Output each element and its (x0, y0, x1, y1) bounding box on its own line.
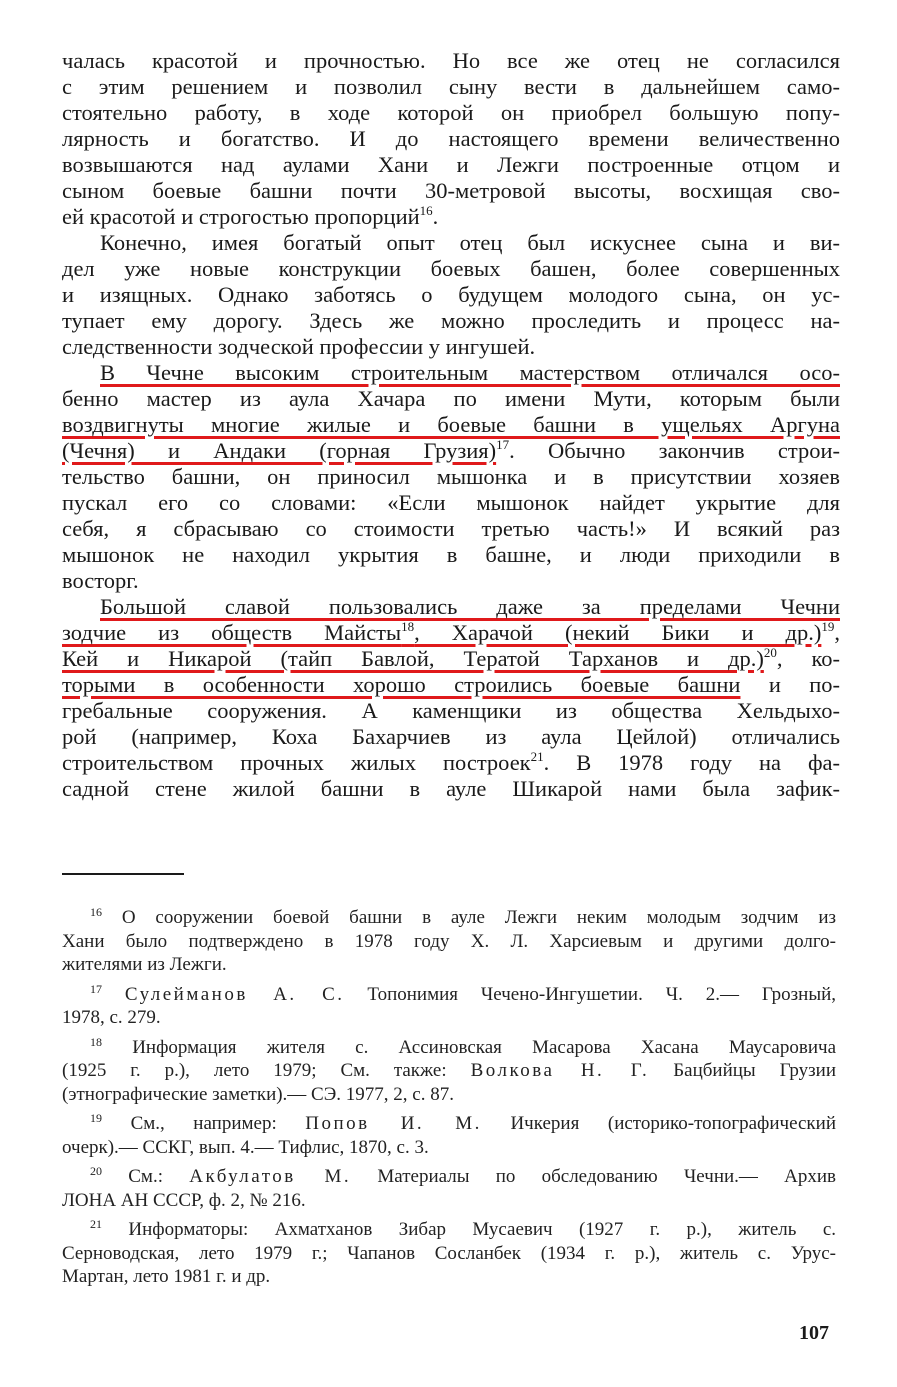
paragraph-1 (62, 48, 840, 230)
author-name: Сулейманов А. С. (124, 983, 345, 1005)
text-line (62, 646, 840, 672)
footnote-number: 18 (90, 1034, 102, 1049)
text-span: См.: (128, 1166, 190, 1187)
text-line: дел уже новые конструкции боевых башен, более совершенных (62, 256, 840, 281)
text-line (62, 672, 840, 698)
footnote-line (62, 983, 836, 1007)
text-span: Информация жителя с. Ассиновская Масарова Хасана Маусаровича (132, 1036, 836, 1058)
footnote-number: 21 (90, 1217, 102, 1231)
footnote-number: 19 (90, 1111, 102, 1125)
footnote-line: Мартан, лето 1981 г. и др. (62, 1266, 271, 1287)
highlighted-text (62, 620, 821, 645)
footnotes (62, 906, 836, 1295)
footnote-line: (этнографические заметки).— СЭ. 1977, 2, с. 87. (62, 1083, 454, 1105)
highlighted-text: Кей и Никарой (тайп Бавлой, Тератой Тарханов и др.) (62, 646, 764, 671)
text-line: и изящных. Однако заботясь о будущем молодого сына, он ус- (62, 282, 840, 307)
footnote-16 (62, 906, 836, 977)
text-span: . В 1978 году на фа- (543, 750, 841, 775)
footnote-line: Серноводская, лето 1979 г.; Чапанов Сосланбек (1934 г. р.), житель с. Урус- (62, 1242, 836, 1264)
text-line: мышонок не находил укрытия в башне, и люди приходили в (62, 542, 840, 567)
text-span: (1925 г. р.), лето 1979; См. также: (62, 1060, 471, 1081)
text-line: бенно мастер из аула Хачара по имени Мути, которым были (62, 386, 840, 411)
footnote-line (62, 1218, 836, 1242)
text-span: Информаторы: Ахматханов Зибар Мусаевич (1927 г. р.), житель с. (128, 1219, 837, 1240)
footnote-line (62, 1112, 836, 1136)
text-span: О сооружении боевой башни в ауле Лежги неким молодым зодчим из (121, 907, 837, 928)
footnote-line: ЛОНА АН СССР, ф. 2, № 216. (62, 1189, 306, 1211)
text-span: Материалы по обследованию Чечни.— Архив (351, 1166, 837, 1187)
footnote-line (62, 1059, 836, 1083)
text-span: Ичкерия (историко-топографический (481, 1113, 837, 1134)
highlighted-text: Большой славой пользовались даже за пределами Чечни (100, 594, 840, 619)
text-span: Бацбийцы Грузии (649, 1060, 836, 1081)
text-line: сыном боевые башни почти 30-метровой высоты, восхищая сво- (62, 178, 840, 203)
text-span: , (834, 620, 840, 645)
paragraph-3 (62, 360, 840, 594)
text-span: ей красотой и строгостью пропорций (62, 204, 420, 229)
main-text (62, 48, 840, 802)
text-line (62, 204, 840, 230)
footnote-number: 20 (90, 1164, 102, 1178)
footnote-line (62, 1165, 836, 1189)
footnote-ref: 21 (530, 749, 544, 764)
text-line: тупает ему дорогу. Здесь же можно проследить и процесс на- (62, 308, 840, 333)
text-span: строительством прочных жилых построек (62, 750, 531, 775)
highlighted-text: торыми в особенности хорошо строились боевые башни (62, 672, 741, 697)
text-line (62, 594, 840, 620)
footnote-ref: 18 (401, 619, 415, 634)
text-span: . (432, 204, 439, 229)
author-name: Попов И. М. (305, 1113, 482, 1134)
text-line: тельство башни, он приносил мышонка и в присутствии хозяев (62, 464, 840, 489)
text-line (62, 412, 840, 438)
text-line: лярность и богатство. И до настоящего времени величественно (62, 126, 840, 151)
text-line: гребальные сооружения. А каменщики из общества Хельдыхо- (62, 698, 840, 723)
author-name: Волкова Н. Г. (470, 1060, 650, 1081)
text-line: себя, я сбрасываю со стоимости третью часть!» И всякий раз (62, 516, 840, 541)
footnote-ref: 20 (763, 645, 777, 660)
footnote-divider (62, 873, 184, 875)
text-line: рой (например, Коха Бахарчиев из аула Цейлой) отличались (62, 724, 840, 749)
footnote-line: Хани было подтверждено в 1978 году Х. Л. Харсиевым и другими долго- (62, 930, 836, 952)
text-span: , Харачой (некий Бики и др.) (414, 620, 822, 645)
footnote-line: жителями из Лежги. (62, 954, 227, 975)
paragraph-2 (62, 230, 840, 360)
footnote-ref: 19 (821, 619, 835, 634)
text-line: пускал его со словами: «Если мышонок найдет укрытие для (62, 490, 840, 515)
footnote-17 (62, 983, 836, 1030)
footnote-20 (62, 1165, 836, 1212)
footnote-21 (62, 1218, 836, 1289)
text-span: и по- (740, 672, 840, 697)
text-line (62, 620, 840, 646)
text-span: Топонимия Чечено-Ингушетии. Ч. 2.— Грозный, (344, 983, 837, 1005)
text-line: стоятельно работу, в ходе которой он приобрел большую попу- (62, 100, 840, 125)
paragraph-4 (62, 594, 840, 802)
text-span: зодчие из обществ Майсты (62, 620, 402, 645)
text-line: чалась красотой и прочностью. Но все же отец не согласился (62, 48, 840, 73)
text-span: . Обычно закончив строи- (509, 438, 840, 463)
text-line: Конечно, имея богатый опыт отец был искуснее сына и ви- (100, 230, 840, 255)
text-line: восторг. (62, 568, 139, 593)
text-line (62, 438, 840, 464)
footnote-line (62, 1036, 836, 1060)
footnote-line: 1978, с. 279. (62, 1007, 161, 1028)
page-number: 107 (799, 1322, 829, 1344)
footnote-ref: 17 (496, 437, 510, 452)
text-line (62, 750, 840, 776)
footnote-18 (62, 1036, 836, 1107)
text-span: , ко- (776, 646, 840, 671)
text-line: возвышаются над аулами Хани и Лежги построенные отцом и (62, 152, 840, 177)
text-line: с этим решением и позволил сыну вести в дальнейшем само- (62, 74, 840, 99)
highlighted-text: В Чечне высоким строительным мастерством отличался осо- (100, 360, 840, 385)
footnote-ref: 16 (419, 203, 433, 218)
text-span: См., например: (130, 1113, 306, 1134)
highlighted-text: (Чечня) и Андаки (горная Грузия) (62, 438, 497, 463)
text-line: садной стене жилой башни в ауле Шикарой нами была зафик- (62, 776, 840, 801)
highlighted-text: воздвигнуты многие жилые и боевые башни в ущельях Аргуна (62, 412, 840, 437)
footnote-line: очерк).— ССКГ, вып. 4.— Тифлис, 1870, с. 3. (62, 1136, 429, 1158)
text-line: следственности зодческой профессии у ингушей. (62, 334, 536, 359)
author-name: Акбулатов М. (189, 1166, 352, 1187)
footnote-line (62, 906, 836, 930)
footnote-number: 16 (90, 905, 102, 919)
text-line (62, 360, 840, 386)
footnote-number: 17 (90, 981, 102, 996)
footnote-19 (62, 1112, 836, 1159)
